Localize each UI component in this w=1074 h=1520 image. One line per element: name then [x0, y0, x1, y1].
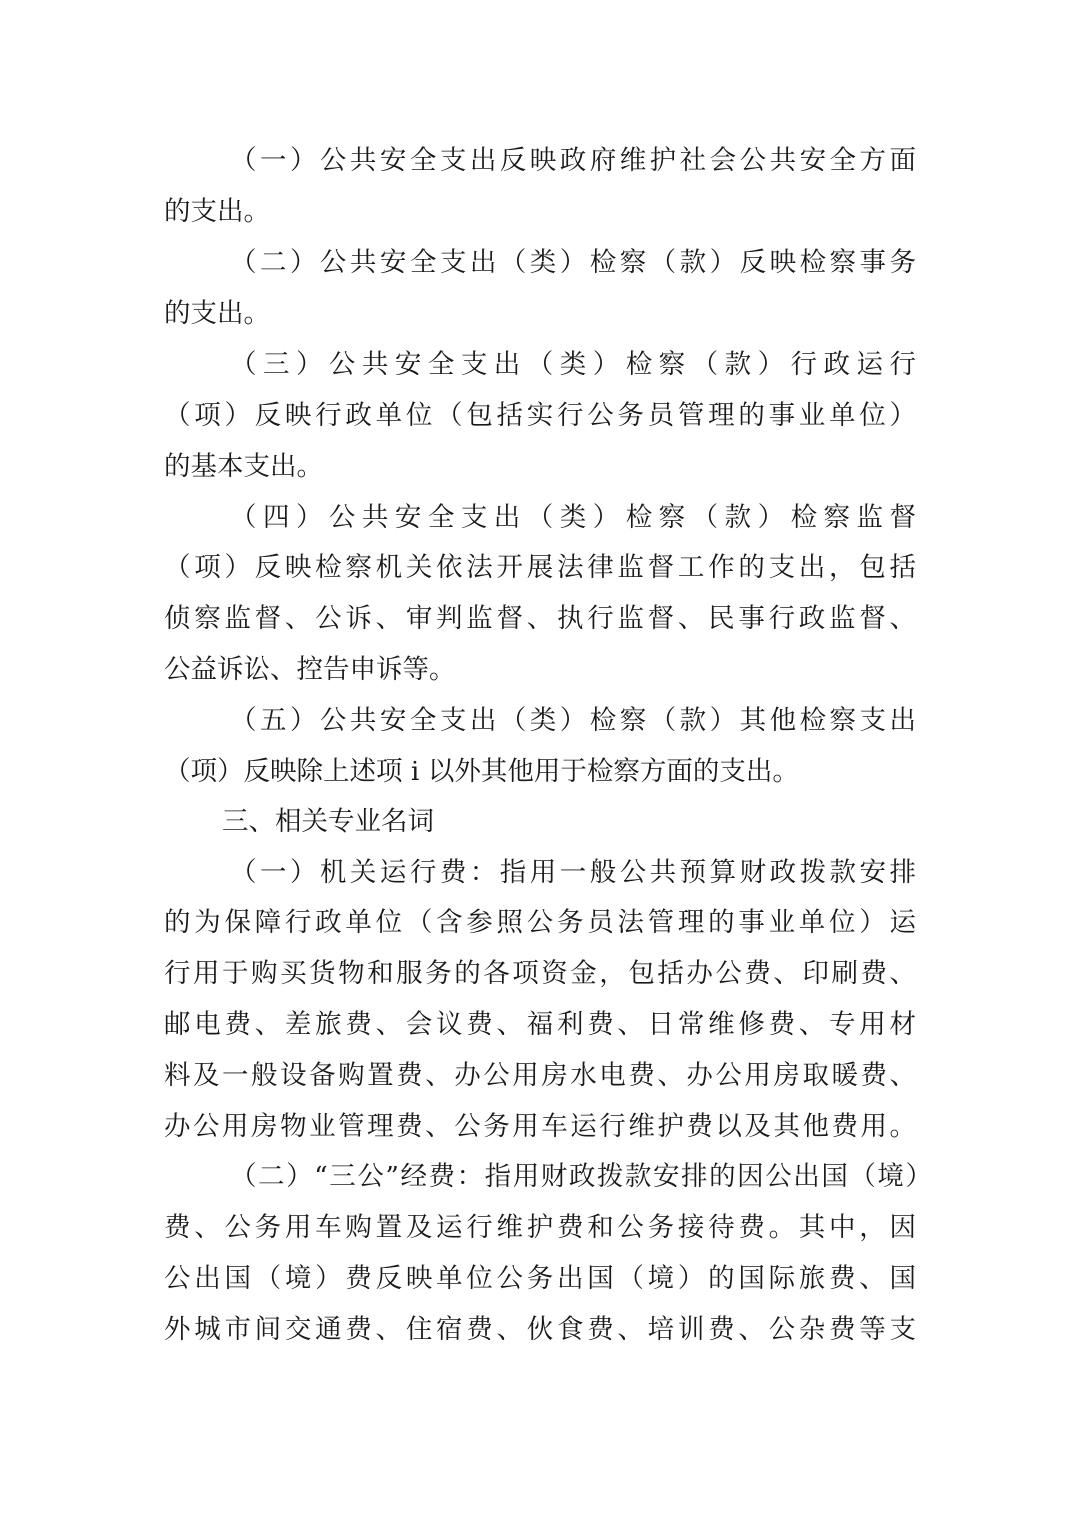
text-line: 邮电费、差旅费、会议费、福利费、日常维修费、专用材 [164, 1009, 916, 1040]
text-line: 公出国（境）费反映单位公务出国（境）的国际旅费、国 [164, 1263, 916, 1294]
text-line: 费、公务用车购置及运行维护费和公务接待费。其中，因 [164, 1212, 916, 1243]
text-line: （二）公共安全支出（类）检察（款）反映检察事务 [230, 247, 916, 278]
text-line: 公益诉讼、控告申诉等。 [164, 654, 456, 685]
text-line: 外城市间交通费、住宿费、伙食费、培训费、公杂费等支 [164, 1314, 916, 1345]
text-line: （四）公共安全支出（类）检察（款）检察监督 [230, 502, 916, 533]
text-line: 的为保障行政单位（含参照公务员法管理的事业单位）运 [164, 907, 916, 938]
text-line: （二）“三公”经费：指用财政拨款安排的因公出国（境） [230, 1161, 932, 1192]
text-line: 的支出。 [164, 298, 270, 329]
text-line: 侦察监督、公诉、审判监督、执行监督、民事行政监督、 [164, 603, 916, 634]
text-line: 料及一般设备购置费、办公用房水电费、办公用房取暖费、 [164, 1060, 916, 1091]
text-line: （项）反映除上述项 i 以外其他用于检察方面的支出。 [164, 756, 799, 787]
text-line: （项）反映检察机关依法开展法律监督工作的支出，包括 [164, 552, 916, 583]
text-line: 的基本支出。 [164, 451, 323, 482]
text-line: （三）公共安全支出（类）检察（款）行政运行 [230, 349, 916, 380]
text-line: （一）机关运行费：指用一般公共预算财政拨款安排 [230, 857, 916, 888]
section-heading: 三、相关专业名词 [222, 806, 434, 837]
text-line: 行用于购买货物和服务的各项资金，包括办公费、印刷费、 [164, 958, 916, 989]
text-line: （五）公共安全支出（类）检察（款）其他检察支出 [230, 705, 916, 736]
text-line: （项）反映行政单位（包括实行公务员管理的事业单位） [164, 400, 916, 431]
text-line: 的支出。 [164, 196, 270, 227]
text-line: 办公用房物业管理费、公务用车运行维护费以及其他费用。 [164, 1111, 916, 1142]
text-line: （一）公共安全支出反映政府维护社会公共安全方面 [230, 145, 916, 176]
